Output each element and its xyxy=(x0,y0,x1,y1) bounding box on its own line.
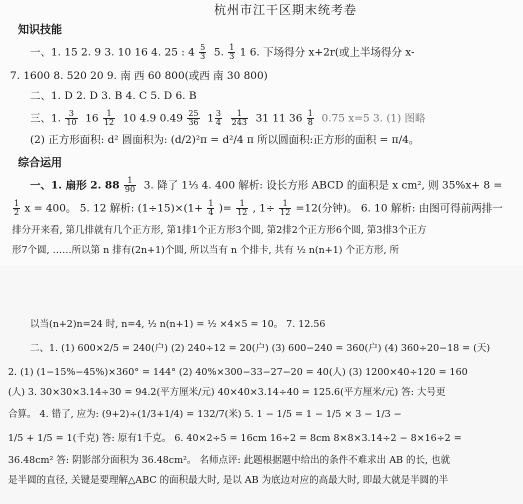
fraction: $\frac{1}{90}$ xyxy=(124,176,136,194)
answer-line-7: $\frac{1}{2}$ x = 400。 5. 12 解析: (1÷15)×(1+ $\frac{1}{4}$ )= $\frac{1}{12}$ , 1÷ $\frac{1}{12}$ =12(分钟)。 6. 10 解析: 由图可得前两排一 xyxy=(14,199,503,217)
answer-line-b5: 合算。 4. 错了, 应为: (9+2)÷(1/3+1/4) = 132/7(米) 5. 1 − 1/5 = 1 − 1/5 × 3 − 1/3 − xyxy=(8,409,402,420)
answer-line-2: 7. 1600 8. 520 20 9. 南 西 60 800(或西 南 30 800) xyxy=(10,70,268,82)
answer-line-9: 形7个圆, ……所以第 n 排有(2n+1)个圆, 所以当有 n 个排卡, 共有 ½ n(n+1) 个正方形, 所 xyxy=(12,245,400,256)
fraction: $\frac{3}{10}$ xyxy=(66,109,77,127)
answer-line-1: 一、1. 15 2. 9 3. 10 16 4. 25 : 4 $\frac{5}{3}$ 5. $\frac{1}{3}$ 1 6. 下场得分 x+2r(或上半场得分 x- xyxy=(30,43,415,61)
fraction: $\frac{1}{4}$ xyxy=(208,199,214,217)
page-title: 杭州市江干区期末统考卷 xyxy=(214,3,358,17)
fraction: $\frac{1}{3}$ xyxy=(229,43,235,61)
fraction: $\frac{3}{4}$ xyxy=(215,109,221,127)
section-heading-knowledge: 知识技能 xyxy=(18,23,62,36)
fraction: $\frac{1}{2}$ xyxy=(14,199,20,217)
fraction: $\frac{1}{12}$ xyxy=(280,199,291,217)
answer-line-6: 一、1. 扇形 2. 88 $\frac{1}{90}$ 3. 降了 1⅓ 4. 400 解析: 设长方形 ABCD 的面积是 x cm², 则 35%x+ 8 = xyxy=(30,176,503,194)
fraction: $\frac{1}{243}$ xyxy=(231,109,247,127)
answer-line-b2: 二、1. (1) 600×2/5 = 240(户) (2) 240÷12 = 20(户) (3) 600−240 = 360(户) (4) 360÷20−18 = (天) xyxy=(30,343,491,354)
answer-line-8: 排分开来看, 第几排就有几个正方形, 第1排1个正方形3个圆, 第2排2个正方形6个圆, 第3排3个正方 xyxy=(12,225,427,236)
answer-line-4: 三、1. $\frac{3}{10}$ 16 $\frac{1}{12}$ 10 4.9 0.49 $\frac{25}{36}$ 1 $\frac{3}{4}$ $\frac{1}{243}$ 31 11 36 $\frac{1}{8}$ 0.75 x=5 3. (1) 图略 xyxy=(30,109,426,127)
answer-line-b8: 是半圆的直径, 关键是要理解△ABC 的面积最大时, 是以 AB 为底边对应的高最大时, 即最大就是半圆的半 xyxy=(8,475,449,486)
fraction: $\frac{1}{8}$ xyxy=(307,109,313,127)
answer-line-b3: 2. (1) (1−15%−45%)×360° = 144° (2) 40%×300−33−27−20 = 40(人) (3) 1200×40÷120 = 160 xyxy=(8,367,468,378)
lower-answer-page xyxy=(0,266,523,504)
fraction: $\frac{1}{12}$ xyxy=(103,109,115,127)
fraction: $\frac{1}{12}$ xyxy=(237,199,248,217)
section-heading-application: 综合运用 xyxy=(18,156,62,169)
answer-line-5: (2) 正方形面积: d² 圆面积为: (d/2)²π = d²/4 π 所以圆面积:正方形的面积 = π/4。 xyxy=(30,134,420,146)
fraction: $\frac{25}{36}$ xyxy=(188,109,199,127)
answer-line-b1: 以当(n+2)n=24 时, n=4, ½ n(n+1) = ½ ×4×5 = 10。 7. 12.56 xyxy=(30,319,326,330)
answer-line-3: 二、1. D 2. D 3. B 4. C 5. D 6. B xyxy=(30,90,197,102)
fraction: $\frac{5}{3}$ xyxy=(200,43,206,61)
answer-line-b6: 1/5 + 1/5 = 1(千克) 答: 原有1千克。 6. 40×2÷5 = 16cm 16÷2 = 8cm 8×8×3.14÷2 − 8×16÷2 = xyxy=(8,433,462,444)
answer-line-b7: 36.48cm² 答: 阴影部分面积为 36.48cm²。 名师点评: 此题根据题中给出的条件不难求出 AB 的长, 也就 xyxy=(8,455,451,466)
answer-line-b4: (人) 3. 30×30×3.14÷30 = 94.2(平方厘米/元) 40×40×3.14÷40 = 125.6(平方厘米/元) 答: 大号更 xyxy=(8,387,446,398)
